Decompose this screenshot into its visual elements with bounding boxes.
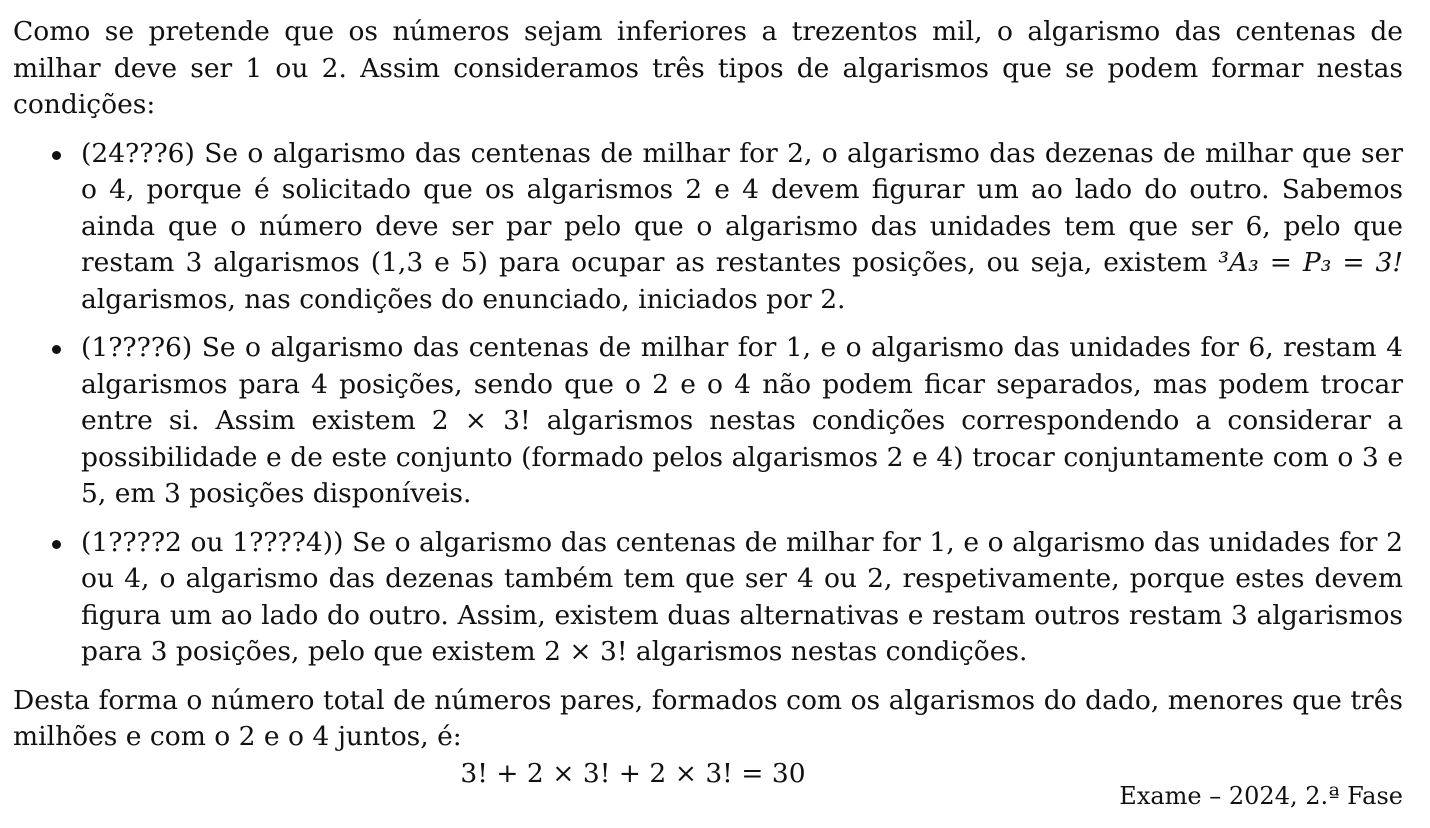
conclusion-paragraph: Desta forma o número total de números pares, formados com os algarismos do dado, menores que três milhões e com o 2 e o 4 juntos, é: bbox=[13, 684, 1403, 752]
cases-list bbox=[13, 136, 1403, 671]
intro-paragraph: Como se pretende que os números sejam inferiores a trezentos mil, o algarismo das centenas de milhar deve ser 1 ou 2. Assim consideramos três tipos de algarismos que se podem formar nestas condições: bbox=[13, 16, 1403, 120]
list-item-case-24-6 bbox=[81, 136, 1403, 319]
list-item-case-1-6: (1????6) Se o algarismo das centenas de milhar for 1, e o algarismo das unidades for 6, restam 4 algarismos para 4 posições, sendo que o 2 e o 4 não podem ficar separados, mas podem trocar entre si. Assim existem 2 × 3! algarismos nestas condições correspondendo a considerar a possibilidade e de este conjunto (formado pelos algarismos 2 e 4) trocar conjuntamente com o 3 e 5, em 3 posições disponíveis. bbox=[81, 330, 1403, 513]
arrangement-formula: ³A₃ = P₃ = 3! bbox=[1218, 247, 1404, 278]
case-text-after: algarismos, nas condições do enunciado, iniciados por 2. bbox=[81, 283, 846, 315]
exam-source: Exame – 2024, 2.ª Fase bbox=[1119, 782, 1403, 810]
total-formula: 3! + 2 × 3! + 2 × 3! = 30 bbox=[460, 757, 806, 789]
case-text-before: (24???6) Se o algarismo das centenas de milhar for 2, o algarismo das dezenas de milhar que ser o 4, porque é solicitado que os algarismos 2 e 4 devem figurar um ao lado do outro. Sabemos ainda que o número deve ser par pelo que o algarismo das unidades tem que ser 6, pelo que restam 3 algarismos (1,3 e 5) para ocupar as restantes posições, ou seja, existem bbox=[81, 137, 1403, 278]
list-item-case-1-2-or-4: (1????2 ou 1????4)) Se o algarismo das centenas de milhar for 1, e o algarismo das unidades for 2 ou 4, o algarismo das dezenas também tem que ser 4 ou 2, respetivamente, porque estes devem figura um ao lado do outro. Assim, existem duas alternativas e restam outros restam 3 algarismos para 3 posições, pelo que existem 2 × 3! algarismos nestas condições. bbox=[81, 525, 1403, 671]
